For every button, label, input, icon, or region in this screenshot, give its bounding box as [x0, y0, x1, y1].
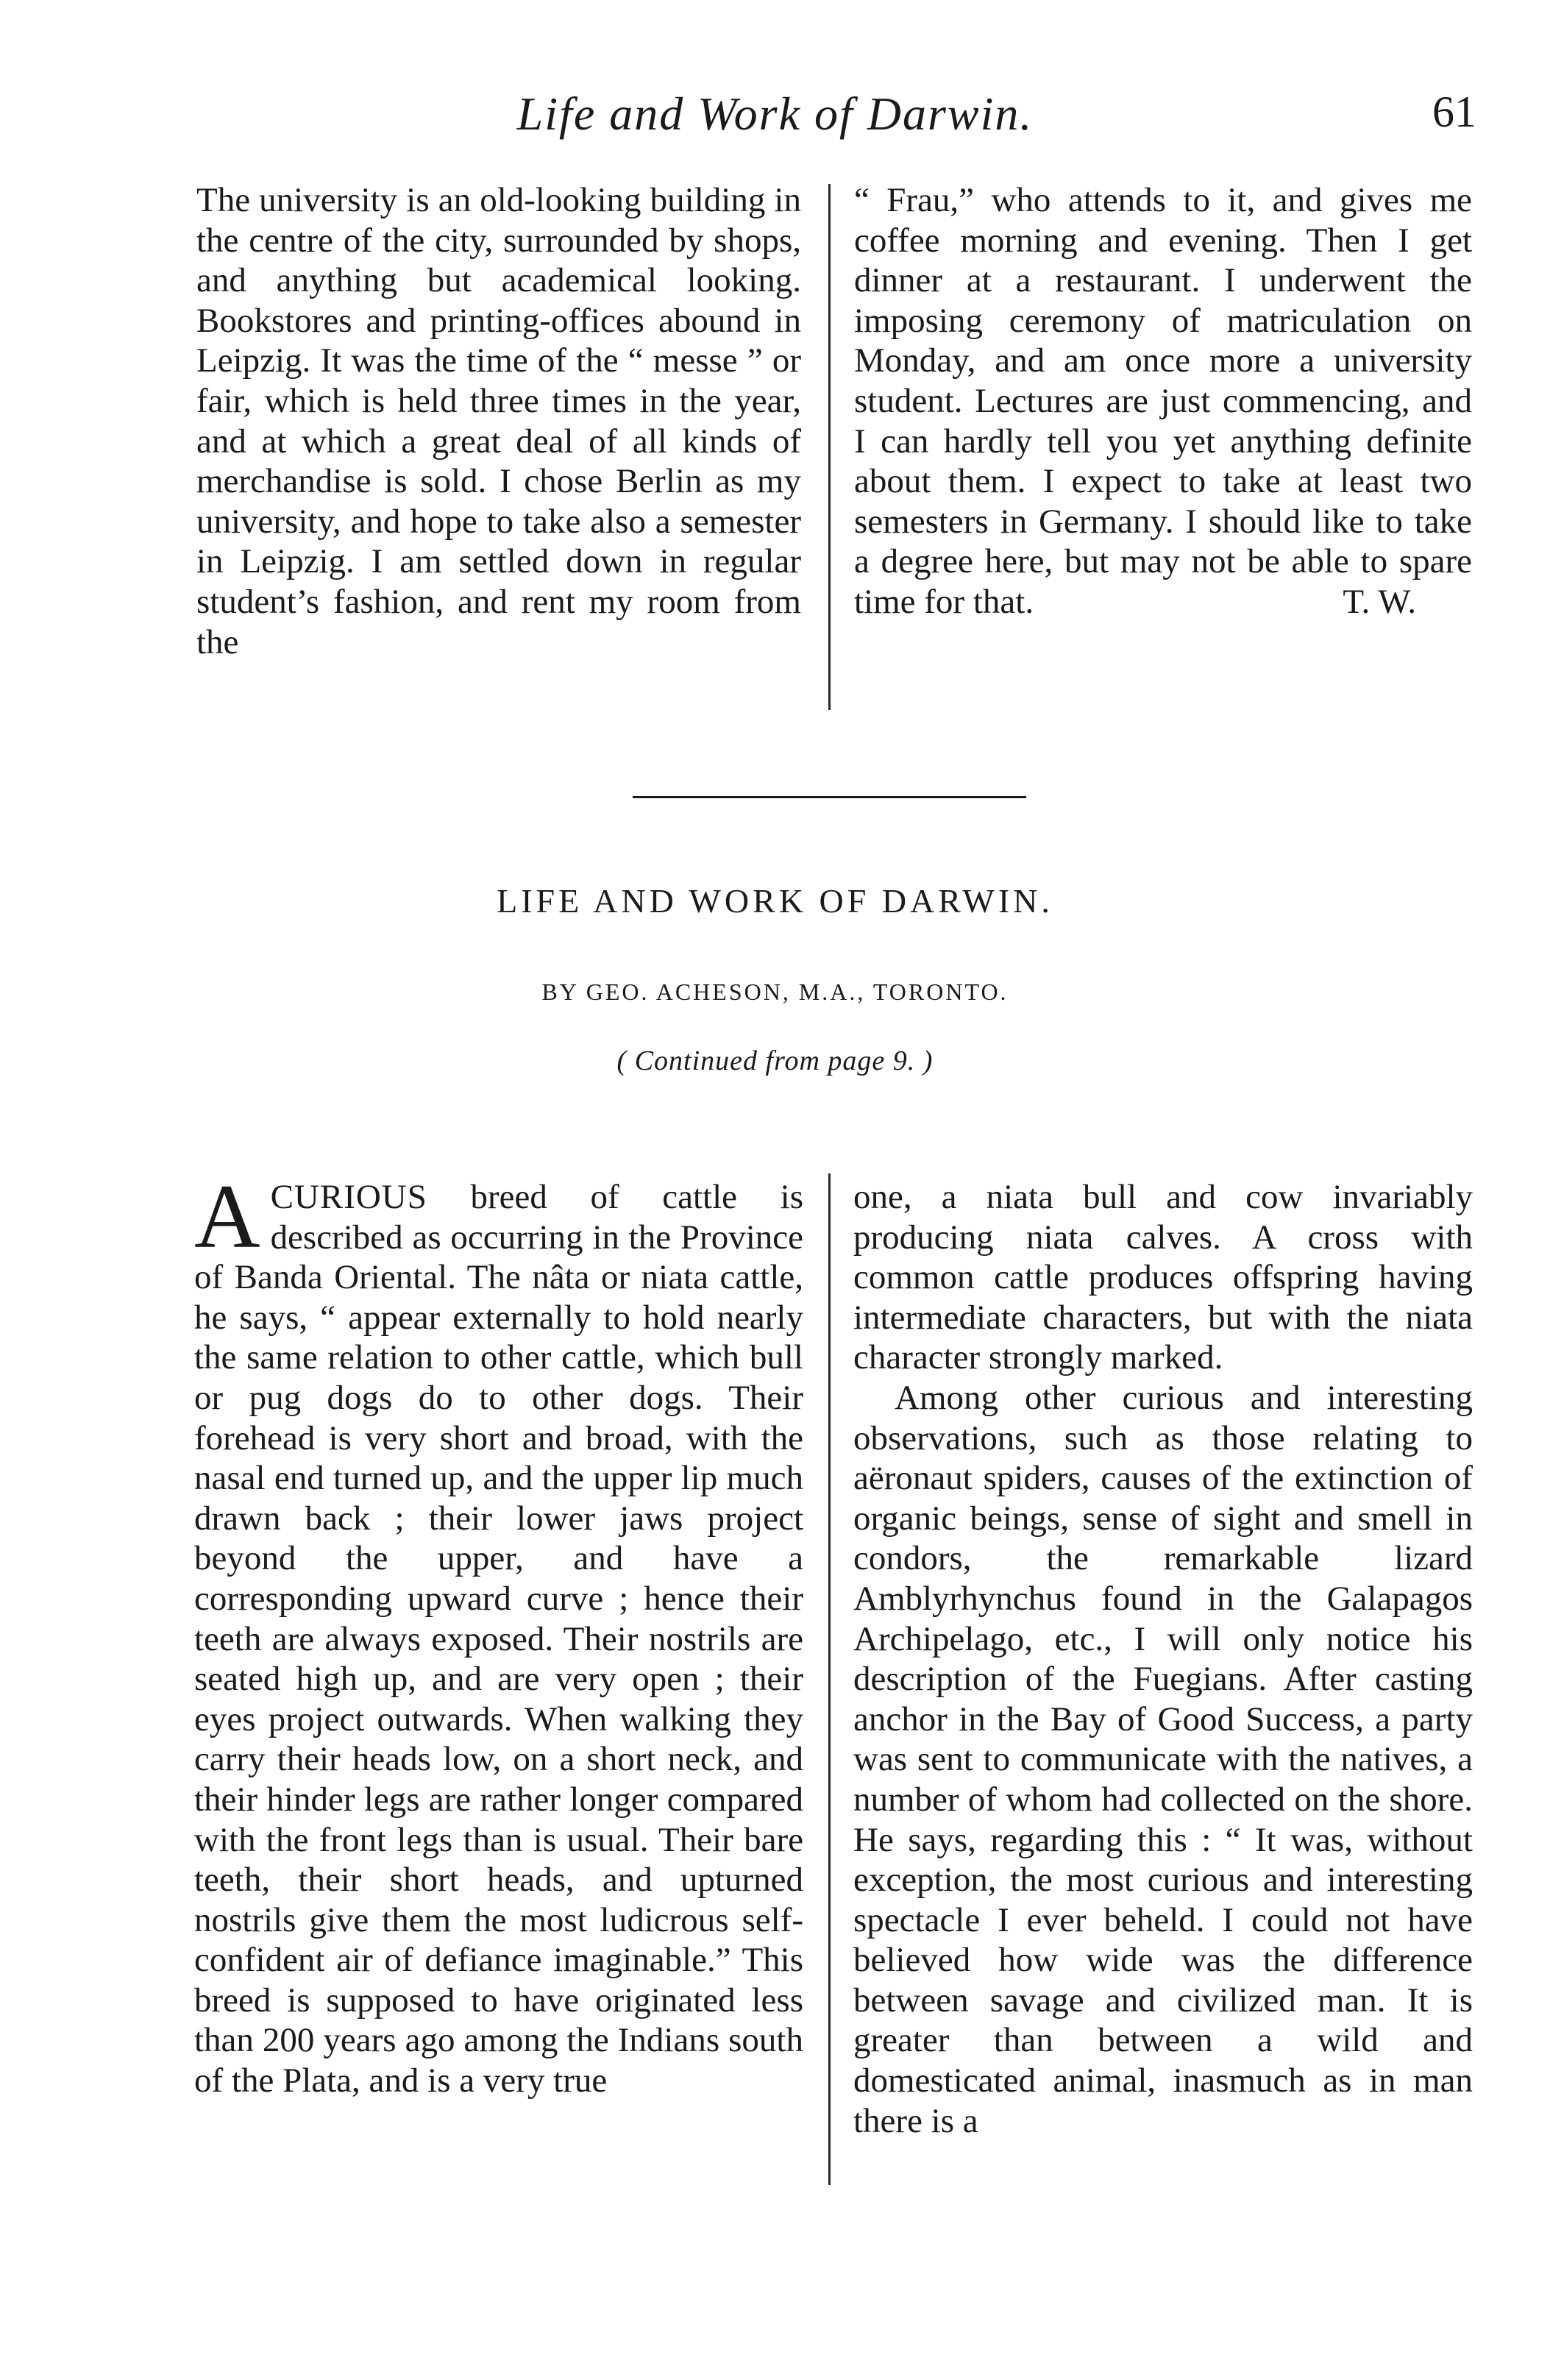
article-byline: BY GEO. ACHESON, M.A., TORONTO. [541, 978, 1009, 1005]
top-right-column [854, 180, 1472, 622]
top-right-text: “ Frau,” who attends to it, and gives me coffee morning and evening. Then I get dinner at a restaurant. I underwent the imposing ceremony of matriculation on Monday, and am once more a university student. Lectures are just commencing, and I can hardly tell you yet anything definite about them. I expect to take at least two semesters in Germany. I should like to take a degree here, but may not be able to spare time for that. [854, 181, 1472, 621]
article-right-column [853, 1177, 1473, 2141]
top-left-paragraph: The university is an old-looking building in the centre of the city, surrounded by shops, and anything but academical looking. Bookstores and printing-offices abound in Leipzig. It was the time of the “ messe ” or fair, which is held three times in the year, and at which a great deal of all kinds of merchandise is sold. I chose Berlin as my university, and hope to take also a semester in Leipzig. I am settled down in regular student’s fashion, and rent my room from the [196, 181, 801, 661]
drop-cap: A [194, 1166, 260, 1267]
running-head [0, 87, 1550, 146]
article-opening-paragraph [194, 1166, 803, 2101]
article-right-paragraph-1: one, a niata bull and cow invariably producing niata calves. A cross with common cattle produces offspring having intermediate characters, but with the niata character strongly marked. [853, 1178, 1473, 1377]
section-divider [633, 796, 1026, 798]
article-title: LIFE AND WORK OF DARWIN. [497, 882, 1053, 920]
column-divider-bottom [828, 1173, 831, 2185]
page-number: 61 [1432, 88, 1476, 136]
article-left-column [194, 1166, 803, 2101]
top-right-paragraph [854, 180, 1472, 622]
article-left-text: breed of cattle is described as occurring in the Province of Banda Oriental. The nâta or niata cattle, he says, “ appear externally to hold nearly the same relation to other cattle, which bull or pug dogs do to other dogs. Their forehead is very short and broad, with the nasal end turned up, and the upper lip much drawn back ; their lower jaws project beyond the upper, and have a corresponding upward curve ; hence their teeth are always exposed. Their nostrils are seated high up, and are very open ; their eyes project outwards. When walking they carry their heads low, on a short neck, and their hinder legs are rather longer compared with the front legs than is usual. Their bare teeth, their short heads, and upturned nostrils give them the most ludicrous self-confident air of defiance imaginable.” This breed is supposed to have originated less than 200 years ago among the Indians south of the Plata, and is a very true [194, 1178, 803, 2100]
running-title: Life and Work of Darwin. [516, 88, 1034, 140]
lead-caps: CURIOUS [270, 1178, 427, 1216]
column-divider-top [828, 184, 831, 710]
letter-signature: T. W. [1343, 582, 1416, 621]
article-right-paragraph-2: Among other curious and interesting observations, such as those relating to aëronaut spiders, causes of the extinction of organic beings, sense of sight and smell in condors, the remarkable lizard Amblyrhynchus found in the Galapagos Archipelago, etc., I will only notice his description of the Fuegians. After casting anchor in the Bay of Good Success, a party was sent to communicate with the natives, a number of whom had collected on the shore. He says, regarding this : “ It was, without exception, the most curious and interesting spectacle I ever beheld. I could not have believed how wide was the difference between savage and civilized man. It is greater than between a wild and domesticated animal, inasmuch as in man there is a [853, 1378, 1473, 2140]
top-left-column [196, 180, 801, 662]
continued-note: ( Continued from page 9. ) [616, 1045, 934, 1076]
